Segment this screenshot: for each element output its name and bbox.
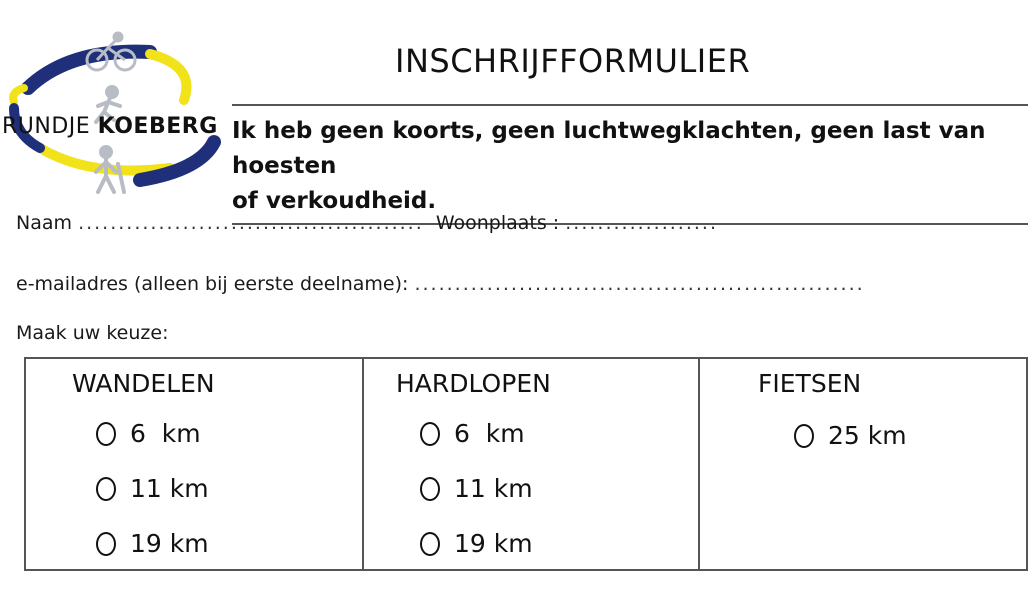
walking-option-11km[interactable]: 11 km [96, 474, 209, 503]
radio-circle-icon[interactable] [794, 424, 814, 448]
running-option-19km[interactable]: 19 km [420, 529, 533, 558]
cycling-option-25km[interactable]: 25 km [794, 421, 907, 450]
radio-circle-icon[interactable] [96, 422, 116, 446]
page-title: INSCHRIJFFORMULIER [395, 42, 751, 80]
radio-circle-icon[interactable] [420, 477, 440, 501]
running-option-6km[interactable]: 6 km [420, 419, 525, 448]
health-declaration [232, 104, 1028, 225]
residence-label: Woonplaats : [435, 212, 560, 234]
walking-heading: WANDELEN [72, 369, 215, 398]
logo-wordmark: RUNDJE KOEBERG [2, 114, 218, 139]
walking-option-19km[interactable]: 19 km [96, 529, 209, 558]
activity-options-table [24, 357, 1028, 571]
walking-option-6km[interactable]: 6 km [96, 419, 201, 448]
running-option-11km[interactable]: 11 km [420, 474, 533, 503]
name-label: Naam [16, 212, 73, 234]
email-label: e-mailadres (alleen bij eerste deelname): [16, 273, 409, 295]
cycling-heading: FIETSEN [758, 369, 862, 398]
cyclist-icon [87, 33, 135, 70]
rundje-koeberg-logo [0, 30, 232, 200]
radio-circle-icon[interactable] [420, 422, 440, 446]
name-field[interactable]: ........................................... [78, 212, 424, 234]
residence-field[interactable]: ................... [565, 212, 719, 234]
walking-column [26, 359, 362, 569]
cycling-column [698, 359, 1026, 569]
running-column [362, 359, 698, 569]
email-field[interactable]: ........................................................ [414, 273, 865, 295]
running-heading: HARDLOPEN [396, 369, 551, 398]
radio-circle-icon[interactable] [96, 532, 116, 556]
declaration-line-2: of verkoudheid. [232, 188, 437, 214]
declaration-line-1: Ik heb geen koorts, geen luchtwegklachten, geen last van hoesten [232, 118, 986, 179]
email-row [16, 273, 1026, 295]
name-residence-row [16, 212, 1026, 234]
radio-circle-icon[interactable] [420, 532, 440, 556]
radio-circle-icon[interactable] [96, 477, 116, 501]
choice-label: Maak uw keuze: [16, 322, 169, 344]
